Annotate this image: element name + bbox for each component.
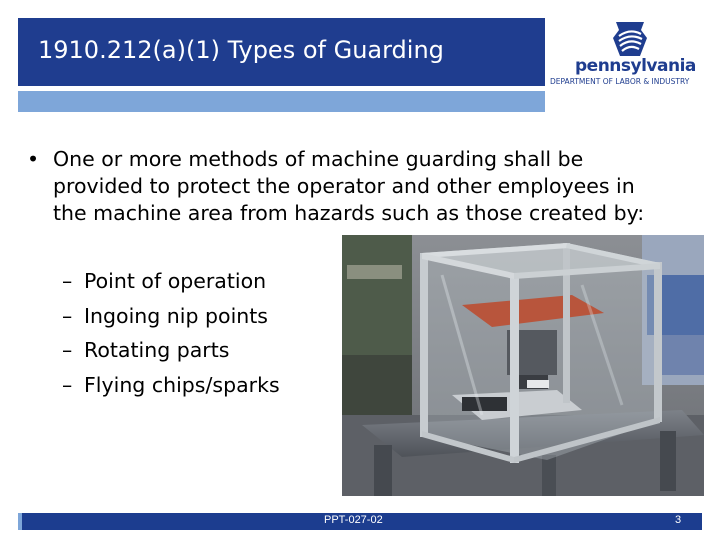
page-number: 3 [675,514,682,526]
dash-icon: – [62,269,73,293]
list-item-text: Ingoing nip points [84,303,268,328]
dash-icon: – [62,372,73,397]
footer-document-id: PPT-027-02 [324,514,383,526]
bullet-icon: • [27,147,40,171]
slide-title: 1910.212(a)(1) Types of Guarding [38,36,444,64]
list-item-text: Rotating parts [84,338,230,362]
list-item [62,368,280,403]
machine-guard-photo [342,235,704,496]
dash-icon: – [62,338,73,362]
dash-icon: – [62,303,73,328]
list-item-text: Point of operation [84,269,267,293]
list-item [62,299,280,334]
keystone-icon [610,19,650,59]
logo-department: DEPARTMENT OF LABOR & INDUSTRY [550,77,690,86]
main-bullet-text: One or more methods of machine guarding shall be provided to protect the operator and other employees in the machine area from hazards such as those created by: [53,147,645,225]
main-bullet [27,146,667,227]
logo-wordmark: pennsylvania [575,56,696,76]
list-item [62,333,280,368]
hazard-list [62,264,280,402]
list-item-text: Flying chips/sparks [84,372,280,397]
title-accent-strip [18,91,545,112]
pennsylvania-logo [545,18,720,92]
footer-accent [18,513,22,530]
list-item [62,264,280,299]
